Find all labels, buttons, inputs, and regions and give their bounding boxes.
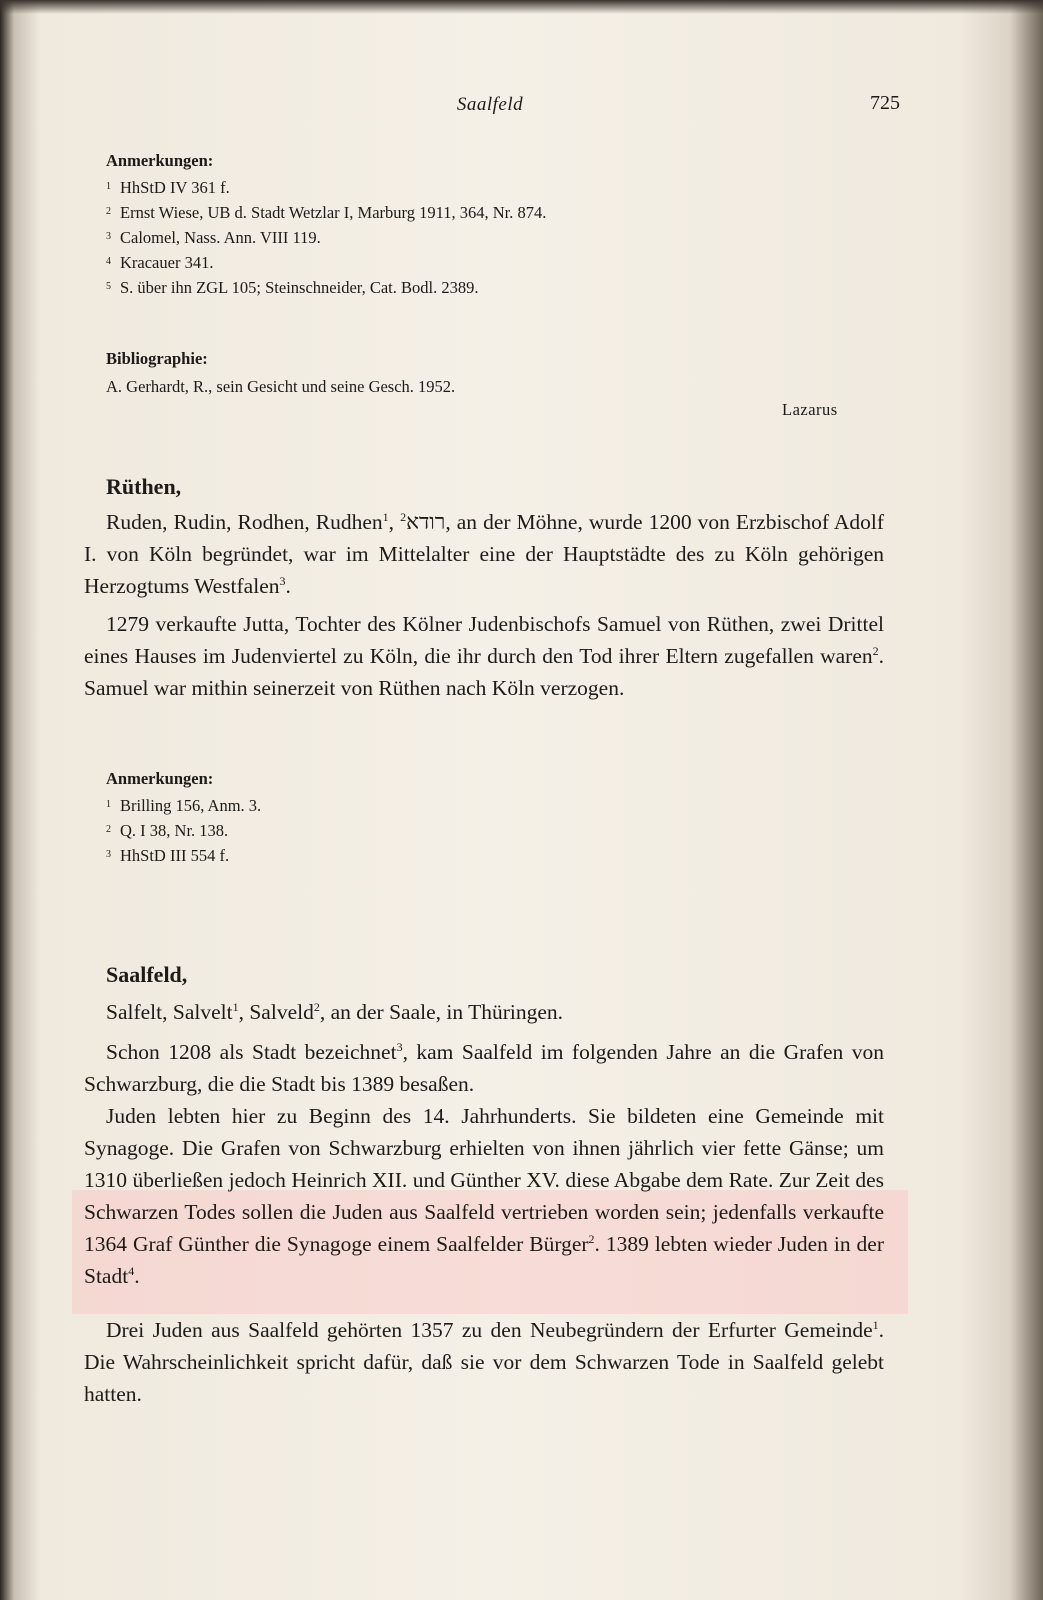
page-number: 725 (870, 92, 900, 114)
running-title: Saalfeld (456, 94, 524, 115)
footnote: 3 Calomel, Nass. Ann. VIII 119. (106, 228, 321, 247)
footnote: 5 S. über ihn ZGL 105; Steinschneider, Cat. Bodl. 2389. (106, 278, 479, 297)
notes-heading: Anmerkungen: (106, 769, 214, 788)
saalfeld-paragraph-1: Salfelt, Salvelt$^1$, Salveld$^2$, an der Saale, in Thüringen. (106, 1000, 564, 1024)
footnote: 1 Brilling 156, Anm. 3. (106, 796, 262, 815)
entry-title-saalfeld: Saalfeld, (106, 962, 188, 987)
bibliography-heading: Bibliographie: (106, 349, 208, 368)
lazarus-notes (106, 148, 546, 300)
hebrew-name: רודא (406, 510, 446, 534)
notes-heading: Anmerkungen: (106, 151, 214, 170)
footnote: 3 HhStD III 554 f. (106, 846, 230, 865)
footnote: 4 Kracauer 341. (106, 253, 214, 272)
footnote: 2 Q. I 38, Nr. 138. (106, 821, 229, 840)
saalfeld-paragraph-2: Schon 1208 als Stadt bezeichnet$^3$, kam Saalfeld im folgenden Jahre an die Grafen von Schwarzburg, die die Stadt bis 1389 besaßen. (84, 1040, 884, 1096)
saalfeld-paragraph-4: Drei Juden aus Saalfeld gehörten 1357 zu den Neubegründern der Erfurter Gemeinde$^1$. Die Wahrscheinlichkeit spricht dafür, daß sie vor dem Schwarzen Tode in Saalfeld gelebt hatten. (84, 1318, 884, 1406)
author-signature: Lazarus (782, 400, 838, 419)
ruethen-paragraph-1: Ruden, Rudin, Rodhen, Rudhen$^1$, רודא$^2$ , an der Möhne, wurde 1200 von Erzbischof Adolf I. von Köln begründet, war im Mittelalter eine der Hauptstädte des zu Köln gehörigen Herzogtums Westfalen$^3$. (84, 510, 885, 598)
entry-title-ruethen: Rüthen, (106, 474, 182, 499)
footnote: 1 HhStD IV 361 f. (106, 178, 230, 197)
saalfeld-paragraph-3: Juden lebten hier zu Beginn des 14. Jahrhunderts. Sie bildeten eine Gemeinde mit Synagoge. Die Grafen von Schwarzburg erhielten von ihnen jährlich vier fette Gänse; um 1310 überließen jedoch Heinrich XII. und Günther XV. diese Abgabe dem Rate. Zur Zeit des Schwarzen Todes sollen die Juden aus Saalfeld vertrieben worden sein; jedenfalls verkaufte 1364 Graf Günther die Synagoge einem Saalfelder Bürger$^2$. 1389 lebten wieder Juden in der Stadt$^4$. (84, 1104, 884, 1288)
footnote: 2 Ernst Wiese, UB d. Stadt Wetzlar I, Marburg 1911, 364, Nr. 874. (106, 203, 547, 222)
bibliography (106, 345, 455, 401)
ruethen-paragraph-2: 1279 verkaufte Jutta, Tochter des Kölner Judenbischofs Samuel von Rüthen, zwei Drittel eines Hauses im Judenviertel zu Köln, die ihr durch den Tod ihrer Eltern zugefallen waren$^2$. Samuel war mithin seinerzeit von Rüthen nach Köln verzogen. (84, 612, 884, 700)
bibliography-text: A. Gerhardt, R., sein Gesicht und seine Gesch. 1952. (106, 377, 456, 396)
ruethen-notes (106, 766, 261, 868)
